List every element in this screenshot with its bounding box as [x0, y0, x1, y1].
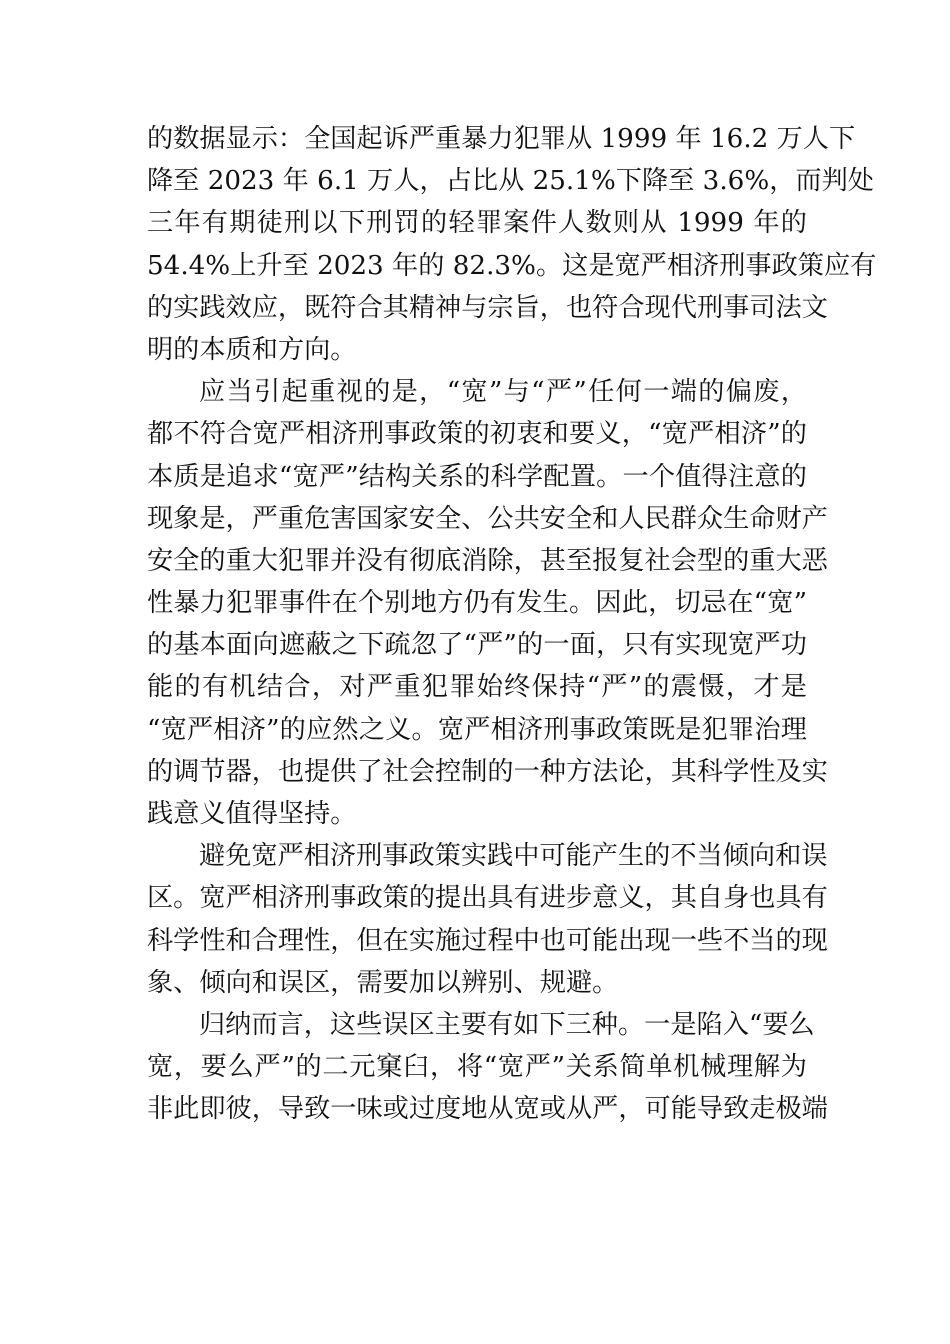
text-line: 区。宽严相济刑事政策的提出具有进步意义，其自身也具有	[147, 883, 828, 914]
text-line: “宽严相济”的应然之义。宽严相济刑事政策既是犯罪治理	[147, 714, 807, 745]
text-line: 的调节器，也提供了社会控制的一种方法论，其科学性及实	[147, 756, 828, 787]
text-line: 都不符合宽严相济刑事政策的初衷和要义，“宽严相济”的	[147, 419, 807, 450]
paragraph-p4	[147, 1004, 828, 1131]
text-line: 能的有机结合，对严重犯罪始终保持“严”的震慑，才是	[147, 672, 807, 703]
text-line: 安全的重大犯罪并没有彻底消除，甚至报复社会型的重大恶	[147, 545, 828, 576]
text-line: 三年有期徒刑以下刑罚的轻罪案件人数则从 1999 年的	[147, 208, 807, 239]
text-line: 宽，要么严”的二元窠臼，将“宽严”关系简单机械理解为	[147, 1052, 807, 1083]
text-line: 的实践效应，既符合其精神与宗旨，也符合现代刑事司法文	[147, 292, 828, 323]
text-line: 的基本面向遮蔽之下疏忽了“严”的一面，只有实现宽严功	[147, 630, 807, 661]
text-line: 的数据显示：全国起诉严重暴力犯罪从 1999 年 16.2 万人下	[147, 124, 856, 154]
text-line: 现象是，严重危害国家安全、公共安全和人民群众生命财产	[147, 503, 828, 534]
paragraph-p1	[147, 118, 877, 371]
text-line: 54.4%上升至 2023 年的 82.3%。这是宽严相济刑事政策应有	[147, 250, 877, 281]
text-line: 象、倾向和误区，需要加以辨别、规避。	[147, 967, 619, 998]
text-line: 科学性和合理性，但在实施过程中也可能出现一些不当的现	[147, 925, 828, 956]
text-line: 避免宽严相济刑事政策实践中可能产生的不当倾向和误	[199, 841, 828, 872]
text-line: 归纳而言，这些误区主要有如下三种。一是陷入“要么	[199, 1009, 815, 1040]
document-body	[147, 118, 877, 1131]
text-line: 本质是追求“宽严”结构关系的科学配置。一个值得注意的	[147, 461, 807, 492]
text-line: 非此即彼，导致一味或过度地从宽或从严，可能导致走极端	[147, 1094, 828, 1125]
paragraph-p2	[147, 371, 828, 835]
text-line: 性暴力犯罪事件在个别地方仍有发生。因此，切忌在“宽”	[147, 588, 807, 619]
text-line: 应当引起重视的是，“宽”与“严”任何一端的偏废，	[199, 377, 807, 408]
text-line: 明的本质和方向。	[147, 334, 357, 365]
text-line: 降至 2023 年 6.1 万人，占比从 25.1%下降至 3.6%，而判处	[147, 166, 874, 197]
text-line: 践意义值得坚持。	[147, 799, 357, 829]
paragraph-p3	[147, 835, 828, 1004]
